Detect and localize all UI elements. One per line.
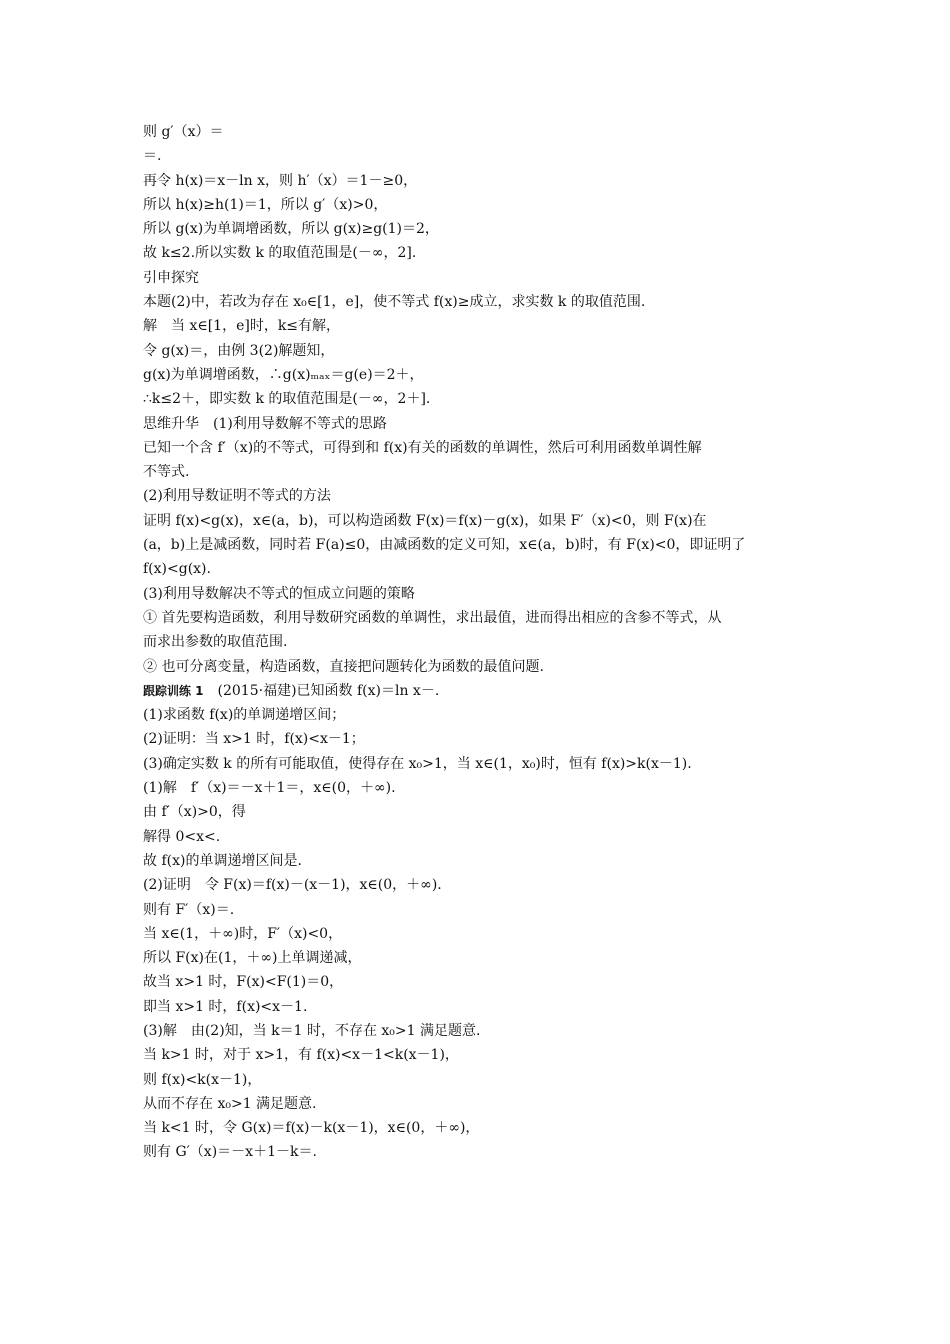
text-line: 故 f(x)的单调递增区间是. bbox=[143, 852, 302, 869]
section-heading: 引申探究 bbox=[143, 269, 199, 286]
text-line: 当 x∈(1，＋∞)时，F′（x)<0， bbox=[143, 925, 343, 942]
text-line: ＝. bbox=[143, 148, 162, 165]
text-line: (a，b)上是减函数，同时若 F(a)≤0，由减函数的定义可知，x∈(a，b)时，有 F(x)<0，即证明了 bbox=[143, 537, 746, 554]
text-line: 则 f(x)<k(x－1)， bbox=[143, 1071, 262, 1088]
text-line: 所以 h(x)≥h(1)＝1，所以 g′（x)>0， bbox=[143, 196, 388, 213]
exercise-statement: (2015·福建)已知函数 f(x)＝ln x－. bbox=[203, 682, 440, 699]
text-line: (2)利用导数证明不等式的方法 bbox=[143, 488, 331, 505]
text-line: 本题(2)中，若改为存在 x₀∈[1，e]，使不等式 f(x)≥成立，求实数 k 的取值范围. bbox=[143, 294, 646, 311]
text-line: (3)解 由(2)知，当 k＝1 时，不存在 x₀>1 满足题意. bbox=[143, 1022, 481, 1039]
text-line: 当 k>1 时，对于 x>1，有 f(x)<x－1<k(x－1)， bbox=[143, 1047, 459, 1064]
text-line: (1)解 f′（x)＝－x＋1＝，x∈(0，＋∞). bbox=[143, 780, 396, 797]
text-line: 则 g′（x）＝ bbox=[143, 124, 224, 140]
text-line: (3)利用导数解决不等式的恒成立问题的策略 bbox=[143, 585, 415, 602]
section-heading: 思维升华 (1)利用导数解不等式的思路 bbox=[143, 415, 387, 432]
text-line: ① 首先要构造函数，利用导数研究函数的单调性，求出最值，进而得出相应的含参不等式，从 bbox=[143, 609, 722, 626]
exercise-label: 跟踪训练 1 bbox=[143, 683, 204, 698]
text-line: 从而不存在 x₀>1 满足题意. bbox=[143, 1095, 317, 1112]
exercise-heading bbox=[143, 679, 823, 703]
text-line: (2)证明 令 F(x)＝f(x)－(x－1)，x∈(0，＋∞). bbox=[143, 877, 442, 894]
document-body bbox=[143, 120, 823, 1165]
text-line: 解得 0<x<. bbox=[143, 828, 221, 845]
text-line: 而求出参数的取值范围. bbox=[143, 634, 288, 651]
text-line: 故当 x>1 时，F(x)<F(1)＝0， bbox=[143, 974, 344, 991]
text-line: 即当 x>1 时，f(x)<x－1. bbox=[143, 998, 308, 1015]
text-line: 当 k<1 时，令 G(x)＝f(x)－k(x－1)，x∈(0，＋∞)， bbox=[143, 1120, 480, 1137]
text-line: 则有 G′（x)＝－x＋1－k＝. bbox=[143, 1144, 317, 1161]
text-line: 令 g(x)＝，由例 3(2)解题知， bbox=[143, 342, 335, 359]
text-line: ② 也可分离变量，构造函数，直接把问题转化为函数的最值问题. bbox=[143, 658, 544, 675]
text-line: g(x)为单调增函数，∴g(x)ₘₐₓ＝g(e)＝2＋， bbox=[143, 366, 424, 383]
text-line: (1)求函数 f(x)的单调递增区间； bbox=[143, 707, 346, 724]
text-line: 不等式. bbox=[143, 464, 190, 481]
text-line: 已知一个含 f′（x)的不等式，可得到和 f(x)有关的函数的单调性，然后可利用函数单调性解 bbox=[143, 439, 702, 456]
text-line: 解 当 x∈[1，e]时，k≤有解， bbox=[143, 318, 341, 335]
text-line: 故 k≤2.所以实数 k 的取值范围是(－∞，2]. bbox=[143, 245, 417, 262]
text-line: ∴k≤2＋，即实数 k 的取值范围是(－∞，2＋]. bbox=[143, 391, 431, 408]
text-line: 由 f′（x)>0，得 bbox=[143, 804, 246, 821]
text-line: f(x)<g(x). bbox=[143, 561, 211, 578]
text-line: (2)证明：当 x>1 时，f(x)<x－1； bbox=[143, 731, 365, 748]
text-line: 证明 f(x)<g(x)，x∈(a，b)，可以构造函数 F(x)＝f(x)－g(x)，如果 F′（x)<0，则 F(x)在 bbox=[143, 512, 707, 529]
text-line: 所以 g(x)为单调增函数，所以 g(x)≥g(1)＝2， bbox=[143, 221, 439, 238]
text-line: (3)确定实数 k 的所有可能取值，使得存在 x₀>1，当 x∈(1，x₀)时，恒有 f(x)>k(x－1). bbox=[143, 755, 692, 772]
text-line: 再令 h(x)＝x－ln x，则 h′（x）＝1－≥0， bbox=[143, 172, 418, 189]
text-line: 则有 F′（x)＝. bbox=[143, 901, 235, 918]
text-line: 所以 F(x)在(1，＋∞)上单调递减， bbox=[143, 950, 362, 967]
